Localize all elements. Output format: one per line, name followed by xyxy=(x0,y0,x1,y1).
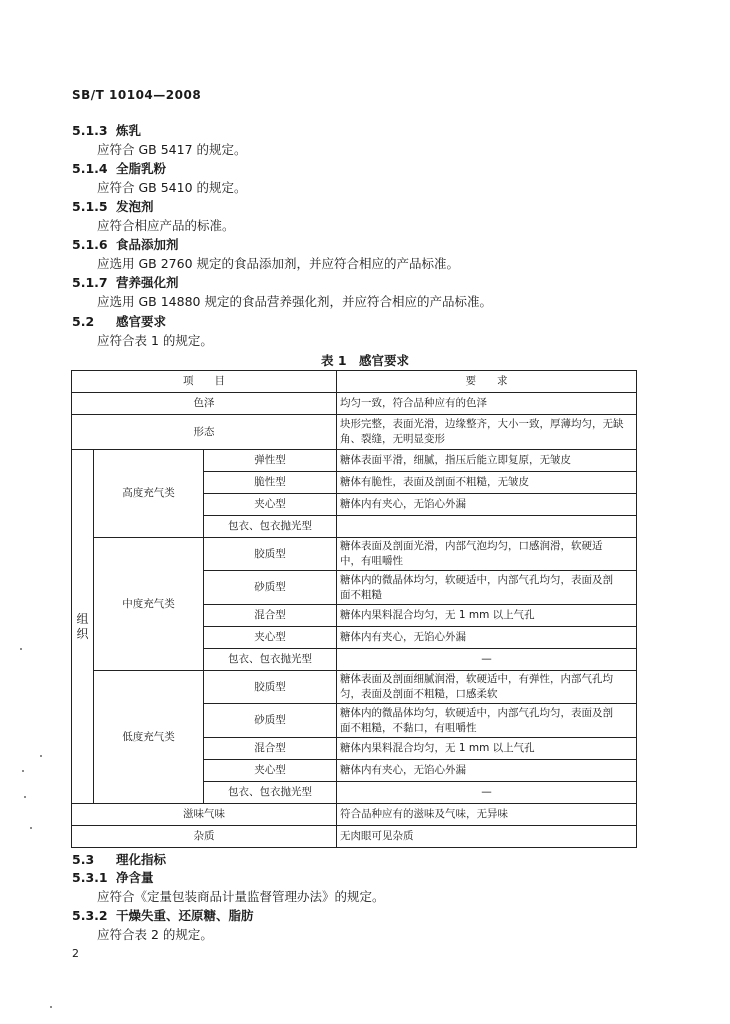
type-label: 砂质型 xyxy=(204,704,337,738)
section-heading: 5.1.5 发泡剂 xyxy=(72,199,154,214)
type-label: 夹心型 xyxy=(204,627,337,649)
type-label: 胶质型 xyxy=(204,538,337,571)
category-label: 中度充气类 xyxy=(94,538,204,671)
scan-speck xyxy=(22,770,24,772)
section-body: 应符合 GB 5410 的规定。 xyxy=(97,180,247,195)
section-heading: 5.3.2 干燥失重、还原糖、脂肪 xyxy=(72,908,254,923)
scan-speck xyxy=(20,648,22,650)
organization-label: 组 织 xyxy=(72,450,94,804)
requirement-text: 糖体表面及剖面细腻润滑，软硬适中，有弹性，内部气孔均 匀，表面及剖面不粗糙，口感柔软 xyxy=(337,671,637,704)
requirement-text: — xyxy=(337,782,637,804)
requirement-text: 糖体内的微晶体均匀，软硬适中，内部气孔均匀，表面及剖 面不粗糙 xyxy=(337,571,637,605)
requirement-text: 糖体内有夹心，无馅心外漏 xyxy=(337,627,637,649)
requirement-text xyxy=(337,516,637,538)
table-row xyxy=(72,393,637,415)
requirement-text: 糖体内果料混合均匀，无 1 mm 以上气孔 xyxy=(337,605,637,627)
section-body: 应符合表 1 的规定。 xyxy=(97,333,213,348)
scan-speck xyxy=(24,796,26,798)
type-label: 砂质型 xyxy=(204,571,337,605)
section-body: 应选用 GB 14880 规定的食品营养强化剂，并应符合相应的产品标准。 xyxy=(97,294,492,309)
section-heading: 5.1.6 食品添加剂 xyxy=(72,237,179,252)
section-body: 应符合《定量包装商品计量监督管理办法》的规定。 xyxy=(97,889,385,904)
scan-speck xyxy=(50,1006,52,1008)
requirement-text: 糖体表面及剖面光滑，内部气泡均匀，口感润滑，软硬适 中，有咀嚼性 xyxy=(337,538,637,571)
requirement-text: 无肉眼可见杂质 xyxy=(337,826,637,848)
requirement-text: 糖体内的微晶体均匀，软硬适中，内部气孔均匀，表面及剖 面不粗糙，不黏口，有咀嚼性 xyxy=(337,704,637,738)
requirement-text: 糖体内果料混合均匀，无 1 mm 以上气孔 xyxy=(337,738,637,760)
section-body: 应符合 GB 5417 的规定。 xyxy=(97,142,247,157)
section-heading: 5.1.4 全脂乳粉 xyxy=(72,161,167,176)
header-item: 项 目 xyxy=(72,371,337,393)
section-heading: 5.1.3 炼乳 xyxy=(72,123,142,138)
item-label: 杂质 xyxy=(72,826,337,848)
type-label: 夹心型 xyxy=(204,760,337,782)
requirement-text: 糖体表面平滑，细腻，指压后能立即复原，无皱皮 xyxy=(337,450,637,472)
type-label: 弹性型 xyxy=(204,450,337,472)
type-label: 包衣、包衣抛光型 xyxy=(204,782,337,804)
requirement-text: 块形完整，表面光滑，边缘整齐，大小一致，厚薄均匀，无缺 角、裂缝，无明显变形 xyxy=(337,415,637,450)
type-label: 包衣、包衣抛光型 xyxy=(204,649,337,671)
page-number: 2 xyxy=(72,947,79,960)
scan-speck xyxy=(40,755,42,757)
requirement-text: 糖体内有夹心，无馅心外漏 xyxy=(337,494,637,516)
section-heading: 5.3 理化指标 xyxy=(72,852,167,867)
category-label: 低度充气类 xyxy=(94,671,204,804)
table-row xyxy=(72,538,637,571)
table-row xyxy=(72,804,637,826)
requirement-text: 符合品种应有的滋味及气味，无异味 xyxy=(337,804,637,826)
section-body: 应符合相应产品的标准。 xyxy=(97,218,235,233)
requirement-text: — xyxy=(337,649,637,671)
type-label: 混合型 xyxy=(204,738,337,760)
item-label: 滋味气味 xyxy=(72,804,337,826)
table-row xyxy=(72,415,637,450)
table-caption: 表 1 感官要求 xyxy=(320,353,410,368)
category-label: 高度充气类 xyxy=(94,450,204,538)
section-body: 应选用 GB 2760 规定的食品添加剂，并应符合相应的产品标准。 xyxy=(97,256,459,271)
section-heading: 5.2 感官要求 xyxy=(72,314,167,329)
item-label: 形态 xyxy=(72,415,337,450)
section-heading: 5.3.1 净含量 xyxy=(72,870,154,885)
standard-header: SB/T 10104—2008 xyxy=(72,88,202,102)
sensory-requirements-table xyxy=(71,370,637,848)
table-header-row xyxy=(72,371,637,393)
table-row xyxy=(72,671,637,704)
item-label: 色泽 xyxy=(72,393,337,415)
scan-speck xyxy=(30,827,32,829)
table-row xyxy=(72,450,637,472)
type-label: 夹心型 xyxy=(204,494,337,516)
type-label: 胶质型 xyxy=(204,671,337,704)
section-heading: 5.1.7 营养强化剂 xyxy=(72,275,179,290)
section-body: 应符合表 2 的规定。 xyxy=(97,927,213,942)
header-requirement: 要 求 xyxy=(337,371,637,393)
requirement-text: 均匀一致，符合品种应有的色泽 xyxy=(337,393,637,415)
requirement-text: 糖体有脆性，表面及剖面不粗糙，无皱皮 xyxy=(337,472,637,494)
table-row xyxy=(72,826,637,848)
type-label: 脆性型 xyxy=(204,472,337,494)
requirement-text: 糖体内有夹心，无馅心外漏 xyxy=(337,760,637,782)
type-label: 包衣、包衣抛光型 xyxy=(204,516,337,538)
type-label: 混合型 xyxy=(204,605,337,627)
